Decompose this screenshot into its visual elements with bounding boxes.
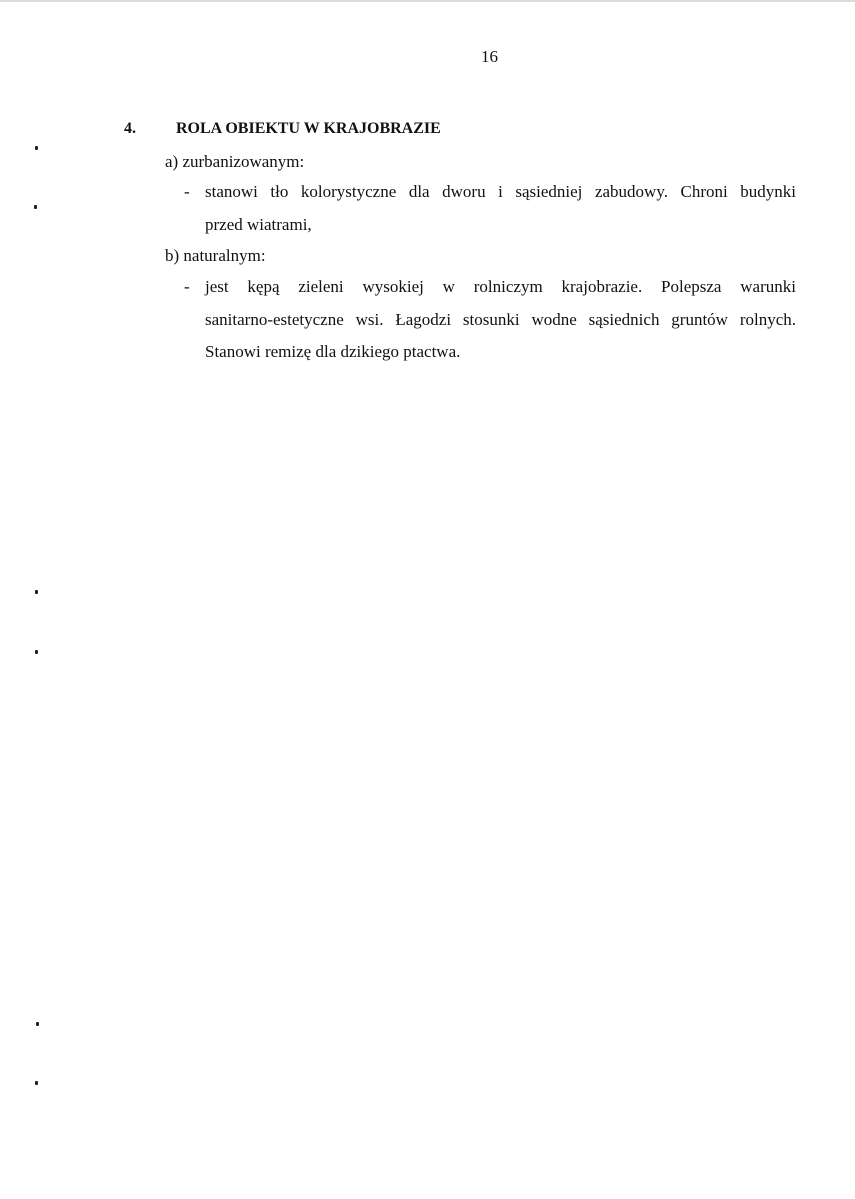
scan-speck: [35, 650, 38, 654]
list-item-b: [184, 271, 796, 369]
dash-bullet: -: [184, 182, 190, 201]
scan-speck: [34, 205, 37, 209]
scan-speck: [36, 1022, 39, 1026]
scan-speck: [35, 146, 38, 150]
list-item-a: [184, 176, 796, 241]
list-item-line: sanitarno-estetyczne wsi. Łagodzi stosunki wodne sąsiednich gruntów rolnych.: [205, 309, 796, 329]
subsection-label-b: b) naturalnym:: [165, 246, 266, 265]
list-item-line: stanowi tło kolorystyczne dla dworu i sąsiedniej zabudowy. Chroni budynki: [205, 182, 796, 201]
list-item-line: jest kępą zieleni wysokiej w rolniczym krajobrazie. Polepsza warunki: [205, 277, 796, 296]
scan-speck: [35, 1081, 38, 1085]
list-item-line: Stanowi remizę dla dzikiego ptactwa.: [205, 342, 461, 361]
dash-bullet: -: [184, 277, 190, 296]
section-title: ROLA OBIEKTU W KRAJOBRAZIE: [176, 120, 441, 137]
scan-speck: [35, 590, 38, 594]
section-heading: [124, 120, 441, 138]
scan-top-edge: [0, 0, 855, 2]
list-item-text: [205, 271, 796, 369]
page-number: 16: [481, 47, 498, 66]
section-number: 4.: [124, 120, 136, 137]
list-item-line: przed wiatrami,: [205, 214, 312, 234]
subsection-label-a: a) zurbanizowanym:: [165, 152, 305, 171]
list-item-text: [205, 176, 796, 241]
